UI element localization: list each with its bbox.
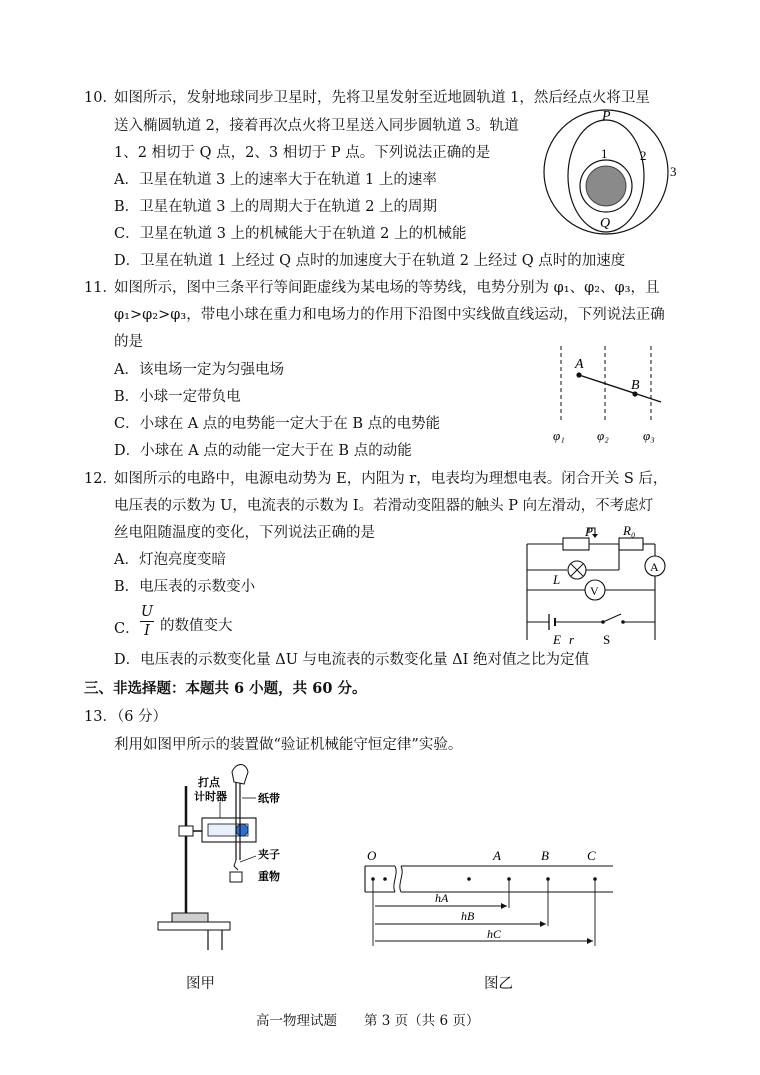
q10-option-a: A．卫星在轨道 3 上的速率大于在轨道 1 上的速率 [114,172,437,188]
point-a-label: A [575,357,584,372]
weight-label: 重物 [258,871,280,883]
phi1-label: φ₁ [553,428,565,443]
q10-option-c: C．卫星在轨道 3 上的机械能大于在轨道 2 上的机械能 [114,226,467,242]
tape-label: 纸带 [258,793,280,805]
q12-stem-1: 如图所示的电路中，电源电动势为 E，内阻为 r，电表均为理想电表。闭合开关 S 后， [114,471,668,487]
q12-option-c-suffix: 的数值变大 [160,618,233,634]
page-footer: 高一物理试题 第 3 页（共 6 页） [256,1013,480,1029]
clip-label: 夹子 [258,849,280,861]
orbit-label-1: 1 [601,146,608,161]
figure-a-caption: 图甲 [186,976,215,992]
q11-stem-2: φ₁>φ₂>φ₃，带电小球在重力和电场力的作用下沿图中实线做直线运动，下列说法正确 [114,307,665,323]
height-label-hc: hC [487,927,502,941]
q11-stem-1: 如图所示，图中三条平行等间距虚线为某电场的等势线，电势分别为 φ₁、φ₂、φ₃，且 [114,280,660,296]
q12-number: 12． [84,471,117,487]
tape-label-o: O [367,848,377,863]
circuit-label-r: r [569,632,575,647]
q13-header: 13．（6 分） [84,709,168,725]
section-3-heading: 三、非选择题：本题共 6 小题，共 60 分。 [84,680,367,697]
phi3-label: φ₃ [643,428,655,443]
q10-stem-3: 1、2 相切于 Q 点，2、3 相切于 P 点。下列说法正确的是 [114,145,491,161]
tape-label-c: C [587,848,596,863]
tape-figure [355,846,620,958]
q10-number: 10． [84,90,117,106]
orbit-label-3: 3 [670,164,677,179]
height-label-ha: hA [435,891,449,905]
orbit-label-p: P [602,109,611,124]
q11-stem-3: 的是 [114,334,143,350]
q12-option-a: A．灯泡亮度变暗 [114,552,226,568]
circuit-label-e: E [553,632,561,647]
figure-b-caption: 图乙 [484,976,513,992]
fraction-denominator: I [140,621,154,640]
orbit-label-2: 2 [640,148,647,163]
q11-option-a: A．该电场一定为匀强电场 [114,362,284,378]
circuit-label-s: S [603,632,611,647]
phi2-label: φ₂ [597,428,609,443]
tape-label-a: A [493,848,501,863]
ammeter-label: A [650,560,659,574]
point-b-label: B [631,378,640,393]
u-over-i-fraction [140,603,154,640]
equipotential-figure [545,342,670,447]
circuit-label-r0: R₀ [623,523,636,538]
q10-stem-1: 如图所示，发射地球同步卫星时，先将卫星发射至近地圆轨道 1，然后经点火将卫星 [114,90,650,106]
fraction-numerator: U [140,604,154,620]
q11-option-c: C．小球在 A 点的电势能一定大于在 B 点的电势能 [114,416,441,432]
q12-stem-2: 电压表的示数为 U，电流表的示数为 I。若滑动变阻器的触头 P 向左滑动，不考虑灯 [114,498,654,514]
q11-option-d: D．小球在 A 点的动能一定大于在 B 点的动能 [114,443,412,459]
timer-label-2: 计时器 [194,791,227,803]
height-label-hb: hB [461,909,475,923]
q12-option-b: B．电压表的示数变小 [114,579,256,595]
q11-number: 11． [84,280,117,296]
timer-label-1: 打点 [198,777,220,789]
orbit-figure [540,102,690,242]
q12-option-c-prefix: C． [114,621,140,637]
apparatus-figure [150,762,310,950]
circuit-label-l: L [553,572,561,587]
tape-label-b: B [541,848,549,863]
q12-option-d: D．电压表的示数变化量 ΔU 与电流表的示数变化量 ΔI 绝对值之比为定值 [114,652,589,668]
q10-option-b: B．卫星在轨道 3 上的周期大于在轨道 2 上的周期 [114,199,438,215]
q10-stem-2: 送入椭圆轨道 2，接着再次点火将卫星送入同步圆轨道 3。轨道 [114,118,519,134]
q12-stem-3: 丝电阻随温度的变化，下列说法正确的是 [114,525,375,541]
circuit-figure [515,522,675,650]
voltmeter-label: V [590,584,599,598]
q10-option-d: D．卫星在轨道 1 上经过 Q 点时的加速度大于在轨道 2 上经过 Q 点时的加速度 [114,253,626,269]
q11-option-b: B．小球一定带负电 [114,389,241,405]
orbit-label-q: Q [600,216,611,231]
q13-text: 利用如图甲所示的装置做“验证机械能守恒定律”实验。 [114,737,463,753]
circuit-label-p: P [585,524,593,539]
